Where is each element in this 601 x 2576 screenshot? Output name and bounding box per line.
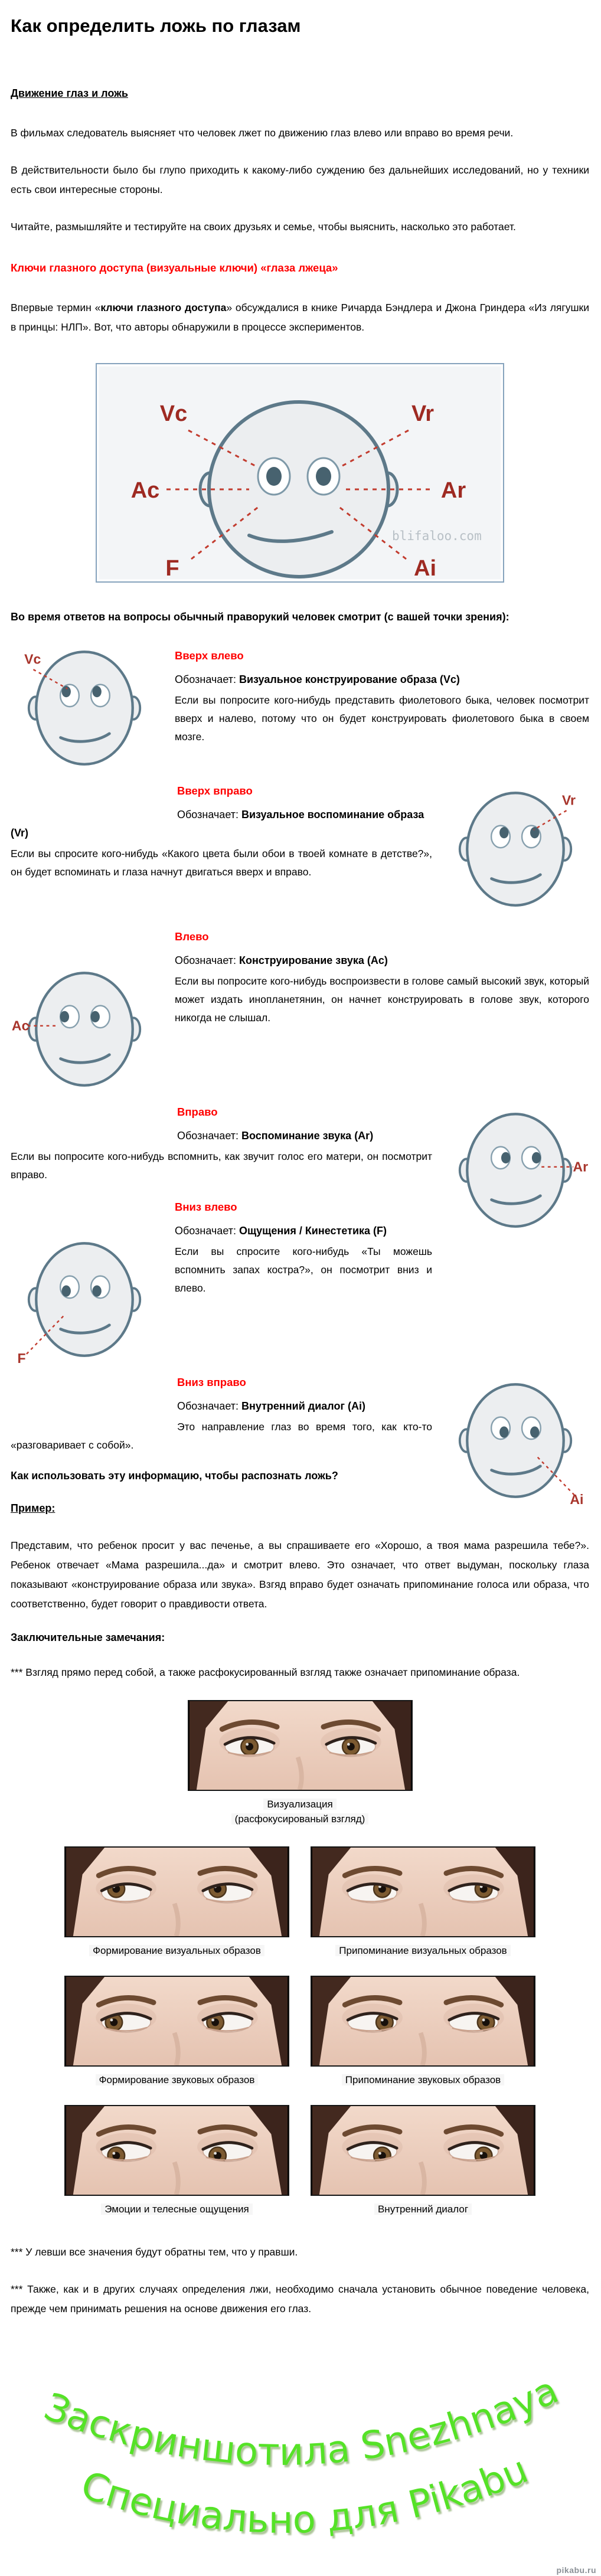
watermark-line-2: Специально для Pikabu xyxy=(75,2448,534,2542)
photo-visualization xyxy=(188,1700,413,1826)
means-value-ai: Внутренний диалог (Ai) xyxy=(241,1400,365,1412)
direction-heading-left: Влево xyxy=(175,930,209,943)
keys-paragraph-after: » обсуждалися в книке Ричарда Бэндлера и Джона Гриндера «Из лягушки в принцы: НЛП». Вот, что авторы обнаружили в процессе экспериментов. xyxy=(11,302,589,333)
eye-photos-grid xyxy=(11,1846,589,2217)
caption-line-1: Визуализация xyxy=(263,1799,336,1810)
direction-row-down-left xyxy=(11,1192,432,1368)
example-paragraph: Представим, что ребенок просит у вас печенье, а вы спрашиваете его «Хорошо, а твоя мама разрешила тебе?». Ребенок отвечает «Мама разрешила...да» и смотрит влево. Это означает, что ответ выдуман, поскольку глаза показывают «конструирование образа или звука». Взгяд вправо будет означать припоминание голоса или образа, что соответственно, будет говорит о правдивости ответа. xyxy=(11,1539,589,1610)
direction-means-vc xyxy=(175,671,589,689)
photo-caption: Припоминание визуальных образов xyxy=(335,1945,510,1956)
photo-frame-visualization xyxy=(188,1700,413,1791)
svg-text:Ac: Ac xyxy=(11,1018,30,1034)
photo-audio-construct xyxy=(64,1976,289,2087)
means-value-vr: Визуальное воспоминание образа (Vr) xyxy=(11,809,424,839)
photo-caption-visualization xyxy=(188,1797,413,1826)
photo-inner-dialog xyxy=(311,2105,535,2217)
direction-means-ac xyxy=(175,952,589,970)
means-label: Обозначает: xyxy=(177,1400,241,1412)
diagram-label-vr: Vr xyxy=(411,401,435,426)
svg-text:Vr: Vr xyxy=(561,792,576,808)
author-watermark xyxy=(0,2358,601,2576)
face-illustration-vr xyxy=(442,782,589,917)
eye-cues-diagram xyxy=(96,363,504,583)
direction-body-f: Если вы спросите кого-нибудь «Ты можешь вспомнить запах костра?», он посмотрит вниз и влево. xyxy=(175,1245,432,1294)
direction-body-vr: Если вы спросите кого-нибудь «Какого цвета были обои в твоей комнате в детстве?», он будет вспоминать и глаза начнут двигаться вверх и вправо. xyxy=(11,848,432,878)
diagram-face-illustration xyxy=(97,364,501,581)
face-illustration-vc xyxy=(11,641,158,776)
intro-paragraph-3: Читайте, размышляйте и тестируйте на своих друзьях и семье, чтобы выяснить, насколько это работает. xyxy=(11,221,516,233)
face-illustration-ar xyxy=(442,1103,589,1238)
svg-text:F: F xyxy=(17,1351,26,1367)
photo-kinesthetic xyxy=(64,2105,289,2217)
direction-text-ac xyxy=(175,922,589,1097)
diagram-label-ai: Ai xyxy=(414,556,436,581)
photo-caption: Внутренний диалог xyxy=(374,2204,472,2215)
means-label: Обозначает: xyxy=(175,1225,239,1237)
diagram-label-ac: Ac xyxy=(130,478,160,503)
final-notes-heading: Заключительные замечания: xyxy=(11,1632,165,1643)
direction-row-right xyxy=(11,1106,589,1184)
direction-body-ac: Если вы попросите кого-нибудь воспроизвести в голове самый высокий звук, который может издать инопланетянин, он начнет конструировать в голове звук, которого никогда не слышал. xyxy=(175,975,589,1024)
means-value-ac: Конструирование звука (Ac) xyxy=(239,954,388,966)
photo-caption: Формирование звуковых образов xyxy=(96,2074,259,2085)
photo-caption: Припоминание звуковых образов xyxy=(342,2074,504,2085)
example-label: Пример: xyxy=(11,1502,55,1514)
direction-text-vc xyxy=(175,641,589,776)
caption-line-2: (расфокусированый взгляд) xyxy=(231,1813,369,1825)
svg-text:Ar: Ar xyxy=(573,1159,589,1175)
face-illustration-ai xyxy=(442,1374,589,1509)
direction-body-ar: Если вы попросите кого-нибудь вспомнить, как звучит голос его матери, он посмотрит вправо. xyxy=(11,1150,432,1181)
svg-text:Vc: Vc xyxy=(24,651,41,667)
direction-row-up-right xyxy=(11,784,589,881)
means-label: Обозначает: xyxy=(177,1130,241,1142)
direction-heading-up-left: Вверх влево xyxy=(175,649,244,662)
keys-paragraph-bold: ключи глазного доступа xyxy=(100,302,227,313)
photo-visual-construct xyxy=(64,1846,289,1958)
final-note-3: *** Также, как и в других случаях определения лжи, необходимо сначала установить обычное поведение человека, прежде чем принимать решения на основе движения его глаз. xyxy=(11,2283,589,2315)
direction-heading-up-right: Вверх вправо xyxy=(177,784,253,797)
face-illustration-f xyxy=(11,1233,158,1368)
direction-body-ai: Это направление глаз во время того, как кто-то «разговаривает с собой». xyxy=(11,1421,432,1451)
photo-caption: Формирование визуальных образов xyxy=(89,1945,264,1956)
direction-means-f xyxy=(175,1222,432,1240)
direction-row-down-right xyxy=(11,1376,589,1515)
means-value-f: Ощущения / Кинестетика (F) xyxy=(239,1225,387,1237)
intro-paragraph-1: В фильмах следователь выясняет что человек лжет по движению глаз влево или вправо во время речи. xyxy=(11,127,514,139)
direction-body-vc: Если вы попросите кого-нибудь представить фиолетового быка, человек посмотрит вверх и налево, потому что он будет конструировать фиолетового быка в своем мозге. xyxy=(175,694,589,743)
directions-intro: Во время ответов на вопросы обычный праворукий человек смотрит (с вашей точки зрения): xyxy=(11,611,509,623)
means-value-ar: Воспоминание звука (Ar) xyxy=(241,1130,374,1142)
direction-heading-down-left: Вниз влево xyxy=(175,1201,237,1213)
watermark-arcs xyxy=(0,2358,601,2576)
photo-audio-recall xyxy=(311,1976,535,2087)
diagram-label-f: F xyxy=(165,556,179,581)
keys-paragraph-before: Впервые термин « xyxy=(11,302,101,313)
usage-heading: Как использовать эту информацию, чтобы распознать ложь? xyxy=(11,1470,338,1482)
diagram-label-vc: Vc xyxy=(159,401,188,426)
final-note-1: *** Взгляд прямо перед собой, а также расфокусированный взгляд также означает припоминание образа. xyxy=(11,1666,520,1678)
diagram-label-ar: Ar xyxy=(440,478,466,503)
direction-row-left xyxy=(11,922,589,1097)
photo-visual-recall xyxy=(311,1846,535,1958)
direction-heading-right: Вправо xyxy=(177,1106,218,1118)
keys-heading: Ключи глазного доступа (визуальные ключи) «глаза лжеца» xyxy=(11,261,338,274)
keys-paragraph xyxy=(11,298,589,337)
svg-text:Ai: Ai xyxy=(570,1492,584,1508)
watermark-line-1: Заскриншотила Snezhnaya xyxy=(38,2368,565,2474)
direction-row-up-left xyxy=(11,641,589,776)
means-label: Обозначает: xyxy=(175,674,239,685)
diagram-watermark: blifaloo.com xyxy=(392,529,482,543)
face-illustration-ac xyxy=(11,962,158,1097)
direction-heading-down-right: Вниз вправо xyxy=(177,1376,246,1388)
photo-caption: Эмоции и телесные ощущения xyxy=(101,2204,252,2215)
final-note-2: *** У левши все значения будут обратны тем, что у правши. xyxy=(11,2246,298,2258)
section-heading-eye-movement: Движение глаз и ложь xyxy=(11,87,128,99)
pikabu-site-mark: pikabu.ru xyxy=(556,2565,596,2575)
intro-paragraph-2: В действительности было бы глупо приходить к какому-либо суждению без дальнейших исследований, но у техники есть свои интересные стороны. xyxy=(11,164,589,195)
means-value-vc: Визуальное конструирование образа (Vc) xyxy=(239,674,460,685)
page-title: Как определить ложь по глазам xyxy=(11,15,301,36)
means-label: Обозначает: xyxy=(175,954,239,966)
direction-text-f xyxy=(175,1192,432,1368)
means-label: Обозначает: xyxy=(177,809,241,820)
